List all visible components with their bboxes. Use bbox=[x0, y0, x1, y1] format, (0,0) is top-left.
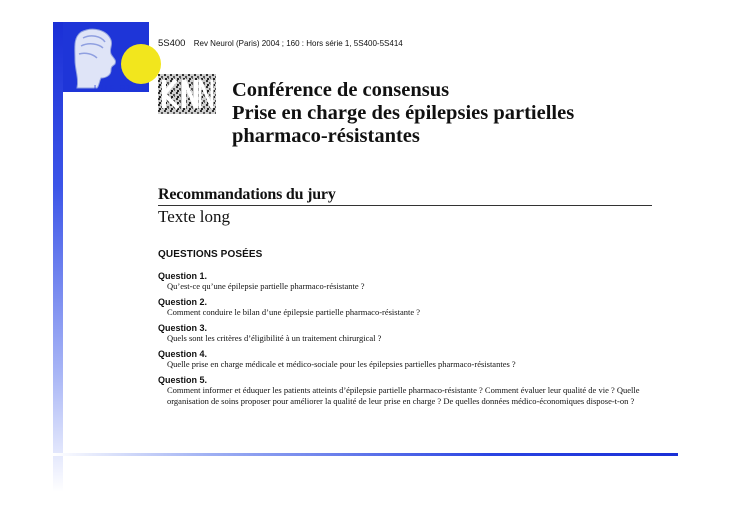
section-subtitle: Texte long bbox=[158, 207, 230, 226]
question-item bbox=[158, 323, 687, 344]
left-accent-bar bbox=[53, 22, 63, 492]
bottom-accent-rule bbox=[53, 453, 678, 456]
logo-label-chru: CHRU bbox=[127, 95, 155, 105]
logo-label-city: LILLE, FRANC bbox=[94, 84, 147, 93]
title-line: Conférence de consensus bbox=[232, 79, 450, 101]
journal-reference bbox=[158, 38, 403, 49]
question-label: Question 2. bbox=[158, 297, 208, 307]
title-line: Prise en charge des épilepsies partielles bbox=[232, 102, 575, 124]
sun-icon bbox=[121, 44, 161, 84]
questions-heading: QUESTIONS POSÉES bbox=[158, 249, 263, 260]
citation-text: Rev Neurol (Paris) 2004 ; 160 : Hors série 1, 5S400-5S414 bbox=[193, 39, 403, 48]
question-text: Quelle prise en charge médicale et médico-sociale pour les épilepsies partielles pharmaco-résistantes ? bbox=[167, 359, 516, 369]
question-text: Quels sont les critères d’éligibilité à un traitement chirurgical ? bbox=[167, 333, 382, 343]
document-title bbox=[232, 79, 574, 148]
title-line: pharmaco-résistantes bbox=[232, 125, 420, 147]
question-item bbox=[158, 375, 682, 407]
section-divider bbox=[158, 205, 652, 206]
question-text: Comment conduire le bilan d’une épilepsie partielle pharmaco-résistante ? bbox=[167, 307, 421, 317]
question-label: Question 4. bbox=[158, 349, 208, 359]
question-item bbox=[158, 271, 687, 292]
question-text: Qu’est-ce qu’une épilepsie partielle pharmaco-résistante ? bbox=[167, 281, 365, 291]
question-label: Question 3. bbox=[158, 323, 208, 333]
section-title: Recommandations du jury bbox=[158, 186, 336, 203]
question-label: Question 1. bbox=[158, 271, 208, 281]
journal-logo bbox=[158, 74, 216, 114]
question-text: Comment informer et éduquer les patients atteints d’épilepsie partielle pharmaco-résistante ? Comment évaluer leur qualité de vie ? Quelle organisation de soins proposer pour améliorer la qualité de leur prise en charge ? De quelles données médico-économiques dispose-t-on ? bbox=[167, 385, 640, 406]
question-item bbox=[158, 349, 687, 370]
question-label: Question 5. bbox=[158, 375, 208, 385]
face-profile-icon bbox=[71, 26, 121, 88]
question-item bbox=[158, 297, 687, 318]
chru-logo bbox=[63, 22, 155, 105]
page-id: 5S400 bbox=[158, 38, 186, 49]
